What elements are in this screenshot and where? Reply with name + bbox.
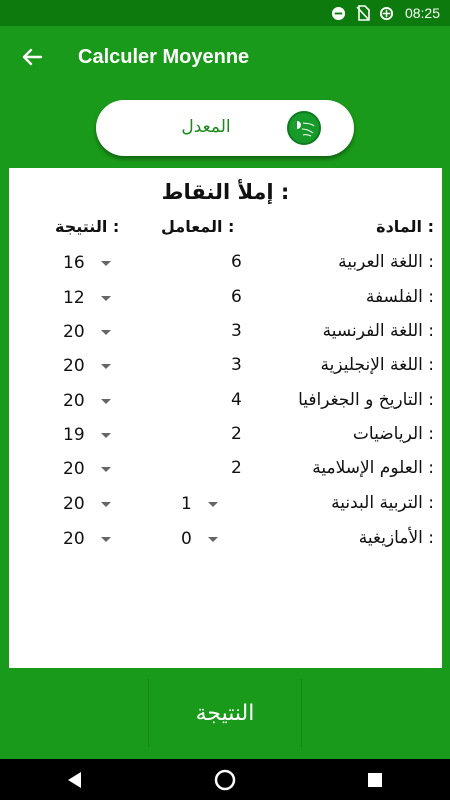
bottom-bar [0, 669, 450, 759]
score-select[interactable] [63, 529, 111, 549]
average-chip-button[interactable] [96, 100, 354, 156]
subject-label: الأمازيغية : [358, 528, 434, 548]
score-value: 20 [63, 459, 85, 479]
subject-label: التاريخ و الجغرافيا : [298, 390, 434, 410]
subject-label: الفلسفة : [365, 287, 434, 307]
dropdown-arrow-icon [208, 537, 218, 542]
subject-label: العلوم الإسلامية : [312, 458, 434, 478]
clock: 08:25 [404, 5, 440, 21]
data-saver-icon [379, 5, 395, 21]
status-bar [0, 0, 450, 26]
grades-form [9, 168, 442, 668]
dropdown-arrow-icon [101, 364, 111, 369]
dropdown-arrow-icon [101, 330, 111, 335]
coefficient-select[interactable] [181, 494, 218, 514]
recents-square-icon[interactable] [355, 760, 395, 800]
score-value: 19 [63, 425, 85, 445]
dropdown-arrow-icon [101, 433, 111, 438]
app-logo-icon [287, 111, 321, 145]
dropdown-arrow-icon [101, 261, 111, 266]
dropdown-arrow-icon [101, 399, 111, 404]
subject-label: التربية البدنية : [331, 493, 434, 513]
coefficient-value: 2 [231, 424, 242, 444]
dropdown-arrow-icon [101, 502, 111, 507]
score-value: 16 [63, 253, 85, 273]
form-heading: إملأ النقاط : [161, 180, 290, 204]
average-chip-label: المعدل [181, 117, 231, 137]
score-select[interactable] [63, 459, 111, 479]
subject-label: اللغة العربية : [338, 252, 434, 272]
subject-label: اللغة الفرنسية : [322, 321, 434, 341]
app-bar [0, 26, 450, 88]
score-value: 20 [63, 322, 85, 342]
dropdown-arrow-icon [101, 537, 111, 542]
score-value: 20 [63, 391, 85, 411]
result-button[interactable]: النتيجة [148, 679, 302, 747]
home-circle-icon[interactable] [205, 760, 245, 800]
score-value: 20 [63, 356, 85, 376]
coefficient-value: 0 [181, 529, 192, 549]
score-select[interactable] [63, 253, 111, 273]
score-select[interactable] [63, 356, 111, 376]
score-select[interactable] [63, 494, 111, 514]
no-sim-icon [355, 5, 371, 21]
score-select[interactable] [63, 288, 111, 308]
score-select[interactable] [63, 425, 111, 445]
page-title: Calculer Moyenne [78, 45, 250, 68]
coefficient-value: 4 [231, 390, 242, 410]
score-value: 20 [63, 494, 85, 514]
coefficient-select[interactable] [181, 529, 218, 549]
score-select[interactable] [63, 391, 111, 411]
dropdown-arrow-icon [101, 296, 111, 301]
system-nav-bar [0, 759, 450, 800]
coefficient-value: 1 [181, 494, 192, 514]
dropdown-arrow-icon [101, 467, 111, 472]
dropdown-arrow-icon [208, 502, 218, 507]
subject-label: اللغة الإنجليزية : [320, 355, 434, 375]
coefficient-value: 6 [231, 287, 242, 307]
score-value: 20 [63, 529, 85, 549]
subject-header: المادة : [376, 217, 434, 236]
subject-label: الرياضيات : [352, 424, 434, 444]
arrow-back-icon[interactable] [0, 26, 64, 88]
score-value: 12 [63, 288, 85, 308]
score-select[interactable] [63, 322, 111, 342]
back-triangle-icon[interactable] [55, 760, 95, 800]
coefficient-value: 3 [231, 355, 242, 375]
coefficient-header: المعامل : [161, 217, 235, 236]
score-header: النتيجة : [55, 217, 120, 236]
do-not-disturb-icon [331, 5, 347, 21]
coefficient-value: 3 [231, 321, 242, 341]
coefficient-value: 6 [231, 252, 242, 272]
coefficient-value: 2 [231, 458, 242, 478]
